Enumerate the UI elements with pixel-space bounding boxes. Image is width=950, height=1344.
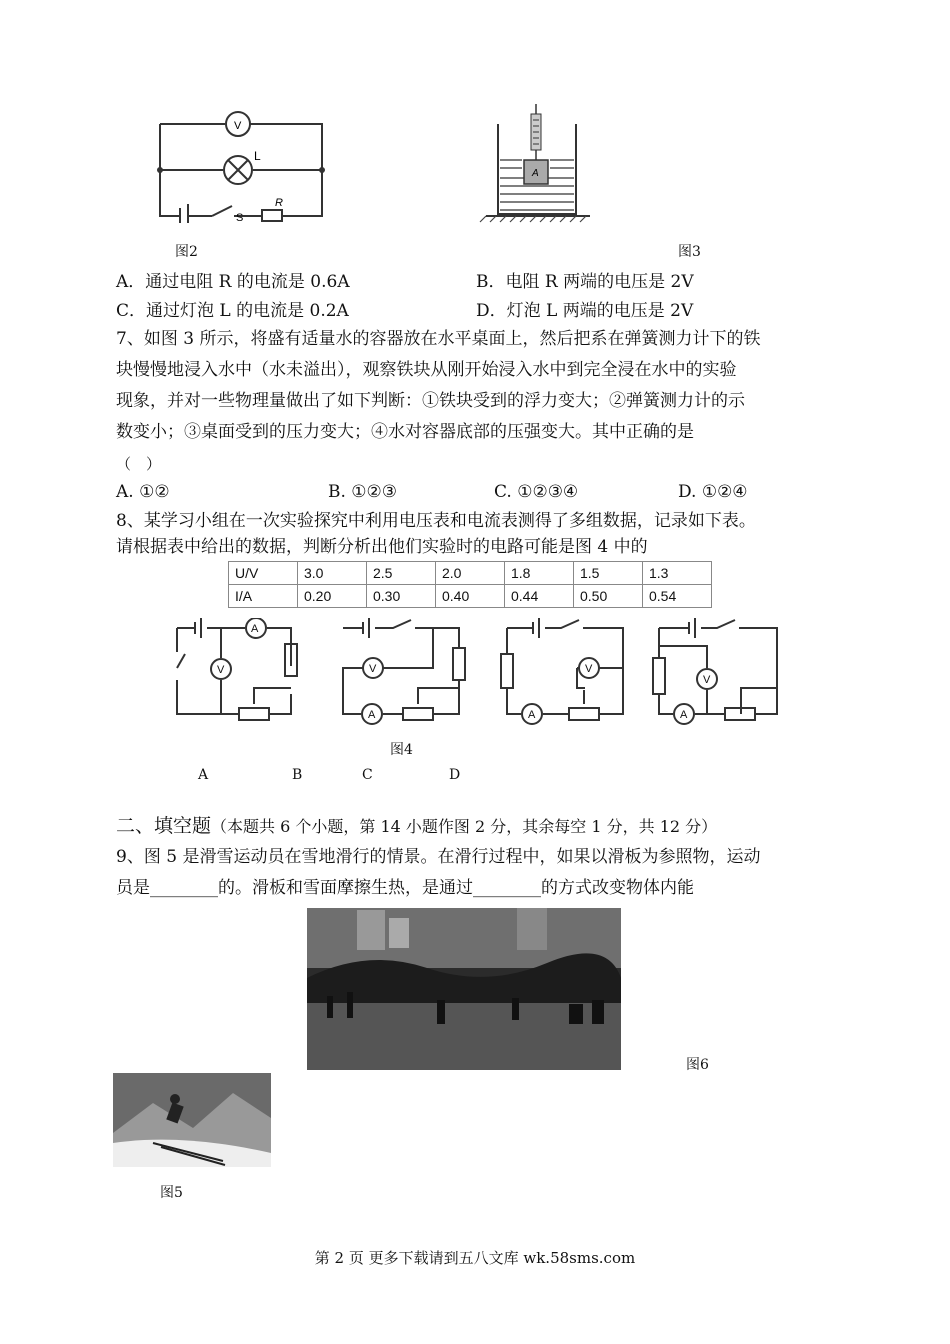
fig4-b-ammeter-label: A xyxy=(368,709,376,721)
fig4-b-voltmeter-label: V xyxy=(369,663,377,675)
q7-option-d: D. ①②④ xyxy=(678,482,748,502)
fig4-c-voltmeter-label: V xyxy=(585,663,593,675)
table-cell: 1.8 xyxy=(505,562,574,585)
q7-option-c: C. ①②③④ xyxy=(494,482,579,502)
fig4-letter-c: C xyxy=(362,767,373,783)
q7-answer-bracket: （ ） xyxy=(116,455,162,473)
q9-line-2: 员是________的。滑板和雪面摩擦生热，是通过________的方式改变物体内能 xyxy=(116,878,694,898)
table-row xyxy=(229,585,712,608)
fig4-letter-d: D xyxy=(449,767,461,783)
q9-line-1: 9、图 5 是滑雪运动员在雪地滑行的情景。在滑行过程中，如果以滑板为参照物，运动 xyxy=(116,847,761,867)
q6-option-d: D．灯泡 L 两端的电压是 2V xyxy=(476,301,694,321)
fig2-label-r: R xyxy=(275,197,283,209)
fig4-d-ammeter-label: A xyxy=(680,709,688,721)
figure-3-caption: 图3 xyxy=(678,244,701,260)
q7-option-a: A. ①② xyxy=(116,482,170,502)
q8-line-1: 8、某学习小组在一次实验探究中利用电压表和电流表测得了多组数据，记录如下表。 xyxy=(116,511,756,531)
fig2-label-s: S xyxy=(236,212,244,223)
table-cell: 0.54 xyxy=(643,585,712,608)
figure-3-container xyxy=(478,102,603,224)
q6-option-b: B．电阻 R 两端的电压是 2V xyxy=(476,272,694,292)
q8-line-2: 请根据表中给出的数据，判断分析出他们实验时的电路可能是图 4 中的 xyxy=(116,537,648,557)
q7-line-1: 7、如图 3 所示，将盛有适量水的容器放在水平桌面上，然后把系在弹簧测力计下的铁 xyxy=(116,329,761,349)
fig4-c-ammeter-label: A xyxy=(528,709,536,721)
table-cell: 2.5 xyxy=(367,562,436,585)
fig2-label-v: V xyxy=(234,120,242,132)
q7-line-4: 数变小；③桌面受到的压力变大；④水对容器底部的压强变大。其中正确的是 xyxy=(116,422,694,442)
section-2-note: （本题共 6 个小题，第 14 小题作图 2 分，其余每空 1 分，共 12 分） xyxy=(211,817,718,836)
figure-5-photo xyxy=(113,1073,271,1167)
fig4-a-voltmeter-label: V xyxy=(217,664,225,676)
table-cell: 0.20 xyxy=(298,585,367,608)
table-cell: 3.0 xyxy=(298,562,367,585)
figure-5-caption: 图5 xyxy=(160,1185,183,1201)
table-cell: 1.3 xyxy=(643,562,712,585)
page-footer: 第 2 页 更多下载请到五八文库 wk.58sms.com xyxy=(314,1249,636,1267)
fig4-letter-a: A xyxy=(198,767,209,783)
table-cell: 1.5 xyxy=(574,562,643,585)
figure-2-caption: 图2 xyxy=(175,244,198,260)
figure-4-circuits xyxy=(165,618,785,728)
figure-6-photo xyxy=(307,908,621,1070)
section-2-title: 二、填空题 xyxy=(116,815,212,837)
q7-line-3: 现象，并对一些物理量做出了如下判断：①铁块受到的浮力变大；②弹簧测力计的示 xyxy=(116,391,745,411)
q6-option-c: C．通过灯泡 L 的电流是 0.2A xyxy=(116,301,349,321)
q8-data-table xyxy=(228,561,712,608)
section-2-heading xyxy=(116,814,717,839)
table-cell: 2.0 xyxy=(436,562,505,585)
table-cell: U/V xyxy=(229,562,298,585)
table-cell: 0.50 xyxy=(574,585,643,608)
fig4-d-voltmeter-label: V xyxy=(703,674,711,686)
q7-option-b: B. ①②③ xyxy=(328,482,398,502)
fig2-label-l: L xyxy=(254,149,261,163)
table-cell: 0.40 xyxy=(436,585,505,608)
figure-4-caption: 图4 xyxy=(390,742,413,758)
q6-option-a: A．通过电阻 R 的电流是 0.6A xyxy=(116,272,350,292)
table-row xyxy=(229,562,712,585)
figure-6-caption: 图6 xyxy=(686,1057,709,1073)
fig4-letter-b: B xyxy=(292,767,303,783)
q7-line-2: 块慢慢地浸入水中（水未溢出），观察铁块从刚开始浸入水中到完全浸在水中的实验 xyxy=(116,360,737,380)
table-cell: I/A xyxy=(229,585,298,608)
table-cell: 0.44 xyxy=(505,585,574,608)
figure-2-circuit xyxy=(150,108,330,223)
table-cell: 0.30 xyxy=(367,585,436,608)
fig3-block-label: A xyxy=(532,168,539,179)
fig4-a-ammeter-label: A xyxy=(251,623,259,635)
